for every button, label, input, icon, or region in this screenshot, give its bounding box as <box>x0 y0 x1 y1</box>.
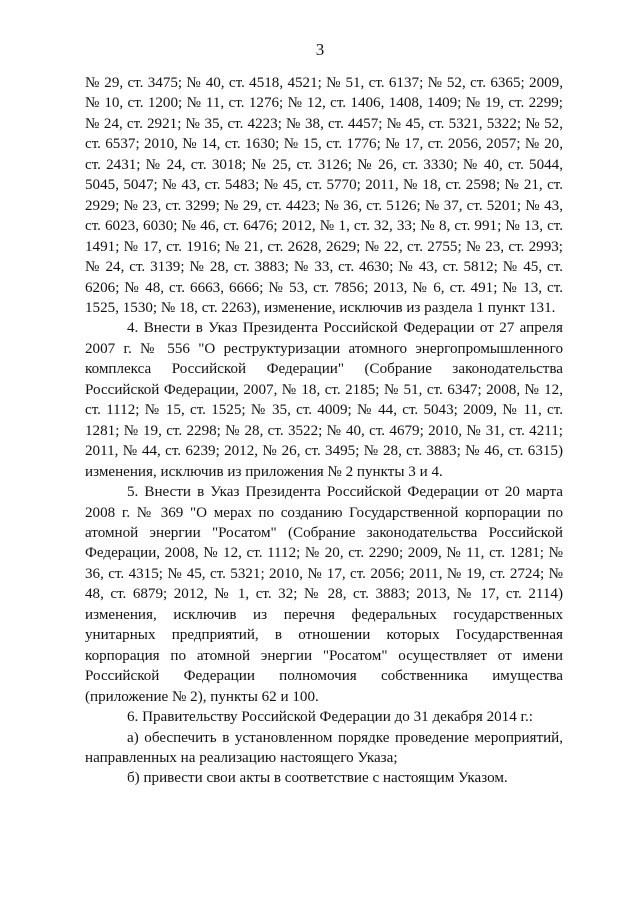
paragraph-item-6: 6. Правительству Российской Федерации до 31 декабря 2014 г.: <box>127 709 534 726</box>
paragraph-item-5: 5. Внести в Указ Президента Российской Федерации от 20 марта 2008 г. № 369 "О мерах по созданию Государственной корпорации по атомной энергии "Росатом" (Собрание законодательства Российской Федерации, 2008, № 12, ст. 1112; № 20, ст. 2290; 2009, № 11, ст. 1281; № 36, ст. 4315; № 45, ст. 5321; 2010, № 17, ст. 2056; 2011, № 19, ст. 2724; № 48, ст. 6879; 2012, № 1, ст. 32; № 28, ст. 3883; 2013, № 17, ст. 2114) изменения, исключив из перечня федеральных государственных унитарных предприятий, в отношении которых Государственная корпорация по атомной энергии "Росатом" осуществляет от имени Российской Федерации полномочия собственника имущества (приложение № 2), пункты 62 и 100. <box>85 484 563 705</box>
paragraph-item-4: 4. Внести в Указ Президента Российской Федерации от 27 апреля 2007 г. № 556 "О реструктуризации атомного энергопромышленного комплекса Российской Федерации" (Собрание законодательства Российской Федерации, 2007, № 18, ст. 2185; № 51, ст. 6347; 2008, № 12, ст. 1112; № 15, ст. 1525; № 35, ст. 4009; № 44, ст. 5043; 2009, № 11, ст. 1281; № 19, ст. 2298; № 28, ст. 3522; № 40, ст. 4679; 2010, № 31, ст. 4211; 2011, № 44, ст. 6239; 2012, № 26, ст. 3495; № 28, ст. 3883; № 46, ст. 6315) изменения, исключив из приложения № 2 пункты 3 и 4. <box>85 320 563 480</box>
document-body <box>85 73 563 789</box>
paragraph-item-6b: б) привести свои акты в соответствие с настоящим Указом. <box>127 770 508 787</box>
paragraph-continuation: № 29, ст. 3475; № 40, ст. 4518, 4521; № 51, ст. 6137; № 52, ст. 6365; 2009, № 10, ст. 1200; № 11, ст. 1276; № 12, ст. 1406, 1408, 1409; № 19, ст. 2299; № 24, ст. 2921; № 35, ст. 4223; № 38, ст. 4457; № 45, ст. 5321, 5322; № 52, ст. 6537; 2010, № 14, ст. 1630; № 15, ст. 1776; № 17, ст. 2056, 2057; № 20, ст. 2431; № 24, ст. 3018; № 25, ст. 3126; № 26, ст. 3330; № 40, ст. 5044, 5045, 5047; № 43, ст. 5483; № 45, ст. 5770; 2011, № 18, ст. 2598; № 21, ст. 2929; № 23, ст. 3299; № 29, ст. 4423; № 36, ст. 5126; № 37, ст. 5201; № 43, ст. 6023, 6030; № 46, ст. 6476; 2012, № 1, ст. 32, 33; № 8, ст. 991; № 13, ст. 1491; № 17, ст. 1916; № 21, ст. 2628, 2629; № 22, ст. 2755; № 23, ст. 2993; № 24, ст. 3139; № 28, ст. 3883; № 33, ст. 4630; № 43, ст. 5812; № 45, ст. 6206; № 48, ст. 6663, 6666; № 53, ст. 7856; 2013, № 6, ст. 491; № 13, ст. 1525, 1530; № 18, ст. 2263), изменение, исключив из раздела 1 пункт 131. <box>85 75 563 316</box>
paragraph-item-6a: а) обеспечить в установленном порядке проведение мероприятий, направленных на реализацию настоящего Указа; <box>85 729 563 766</box>
page-number: 3 <box>315 40 325 59</box>
